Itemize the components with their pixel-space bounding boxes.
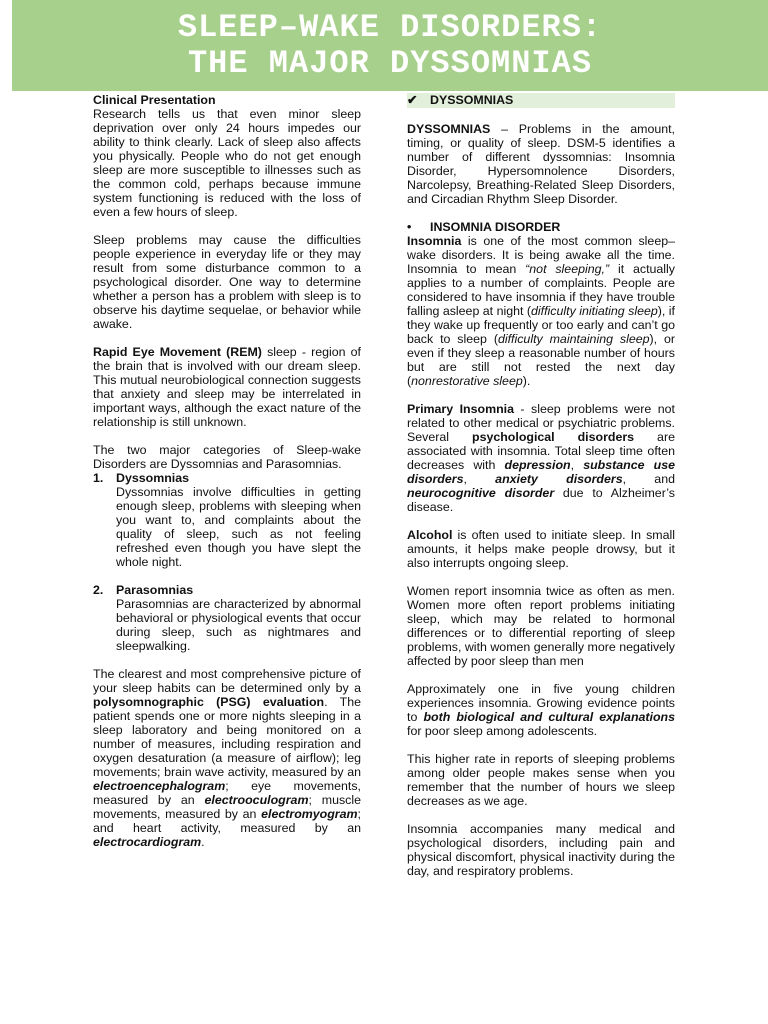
paragraph-sleep-deprivation: Research tells us that even minor sleep deprivation over only 24 hours impedes our ability to think clearly. Lack of sleep also affects you physically. People who do not get enough sleep are more susceptible to illnesses such as the common cold, perhaps because immune system functioning is reduced with the loss of even a few hours of sleep. <box>93 107 361 219</box>
rem-term: Rapid Eye Movement (REM) <box>93 345 262 359</box>
paragraph-older-people: This higher rate in reports of sleeping problems among older people makes sense when you remember that the number of hours we sleep decreases as we age. <box>407 752 675 808</box>
section-header-dyssomnias: ✔ DYSSOMNIAS <box>407 93 675 108</box>
list-item-dyssomnias: 1. Dyssomnias Dyssomnias involve difficulties in getting enough sleep, problems with sleeping when you want to, and complaints about the quality of sleep, such as not feeling refreshed even though you have slept the whole night. <box>93 471 361 569</box>
insomnia-heading: • INSOMNIA DISORDER <box>407 220 561 234</box>
title-banner <box>12 0 768 91</box>
paragraph-rem: Rapid Eye Movement (REM) sleep - region of the brain that is involved with our dream sleep. This mutual neurobiological connection suggests that anxiety and sleep may be interrelated in important ways, although the exact nature of the relationship is still unknown. <box>93 345 361 429</box>
bullet-icon: • <box>407 220 412 234</box>
paragraph-sleep-problems: Sleep problems may cause the difficulties people experience in everyday life or they may result from some disturbance common to a psychological disorder. One way to determine whether a person has a problem with sleep is to observe his daytime sequelae, or behavior while awake. <box>93 233 361 331</box>
list-item-parasomnias: 2. Parasomnias Parasomnias are characterized by abnormal behavioral or physiological events that occur during sleep, such as nightmares and sleepwalking. <box>93 583 361 653</box>
paragraph-categories: The two major categories of Sleep-wake Disorders are Dyssomnias and Parasomnias. <box>93 443 361 471</box>
title-line-1: SLEEP–WAKE DISORDERS: <box>177 9 603 46</box>
clinical-heading: Clinical Presentation <box>93 93 216 107</box>
paragraph-children: Approximately one in five young children experiences insomnia. Growing evidence points to both biological and cultural explanations for poor sleep among adolescents. <box>407 682 676 738</box>
paragraph-psg: The clearest and most comprehensive picture of your sleep habits can be determined only by a polysomnographic (PSG) evaluation. The patient spends one or more nights sleeping in a sleep laboratory and being monitored on a number of measures, including respiration and oxygen desaturation (a measure of airflow); leg movements; brain wave activity, measured by an electroencephalogram; eye movements, measured by an electrooculogram; muscle movements, measured by an electromyogram; and heart activity, measured by an electrocardiogram. <box>93 667 361 849</box>
paragraph-insomnia: Insomnia is one of the most common sleep–wake disorders. It is being awake all the time. Insomnia to mean “not sleeping,” it actually applies to a number of complaints. People are considered to have insomnia if they have trouble falling asleep at night (difficulty initiating sleep), if they wake up frequently or too early and can’t go back to sleep (difficulty maintaining sleep), or even if they sleep a reasonable number of hours but are still not rested the next day (nonrestorative sleep). <box>407 234 675 388</box>
paragraph-dyssomnias-definition: DYSSOMNIAS – Problems in the amount, timing, or quality of sleep. DSM-5 identifies a number of different dyssomnias: Insomnia Disorder, Hypersomnolence Disorders, Narcolepsy, Breathing-Related Sleep Disorders, and Circadian Rhythm Sleep Disorder. <box>407 122 675 206</box>
paragraph-primary-insomnia: Primary Insomnia - sleep problems were not related to other medical or psychiatric problems. Several psychological disorders are associated with insomnia. Total sleep time often decreases with depression, substance use disorders, anxiety disorders, and neurocognitive disorder due to Alzheimer’s disease. <box>407 402 675 514</box>
paragraph-alcohol: Alcohol is often used to initiate sleep. In small amounts, it helps make people drowsy, but it also interrupts ongoing sleep. <box>407 528 675 570</box>
paragraph-women: Women report insomnia twice as often as men. Women more often report problems initiating sleep, which may be related to hormonal differences or to differential reporting of sleep problems, with women generally more negatively affected by poor sleep than men <box>407 584 675 668</box>
title-line-2: THE MAJOR DYSSOMNIAS <box>187 45 593 82</box>
right-column <box>407 93 675 878</box>
left-column <box>93 93 361 849</box>
paragraph-accompanies: Insomnia accompanies many medical and psychological disorders, including pain and physical discomfort, physical inactivity during the day, and respiratory problems. <box>407 822 675 878</box>
checkmark-icon: ✔ <box>407 93 418 107</box>
